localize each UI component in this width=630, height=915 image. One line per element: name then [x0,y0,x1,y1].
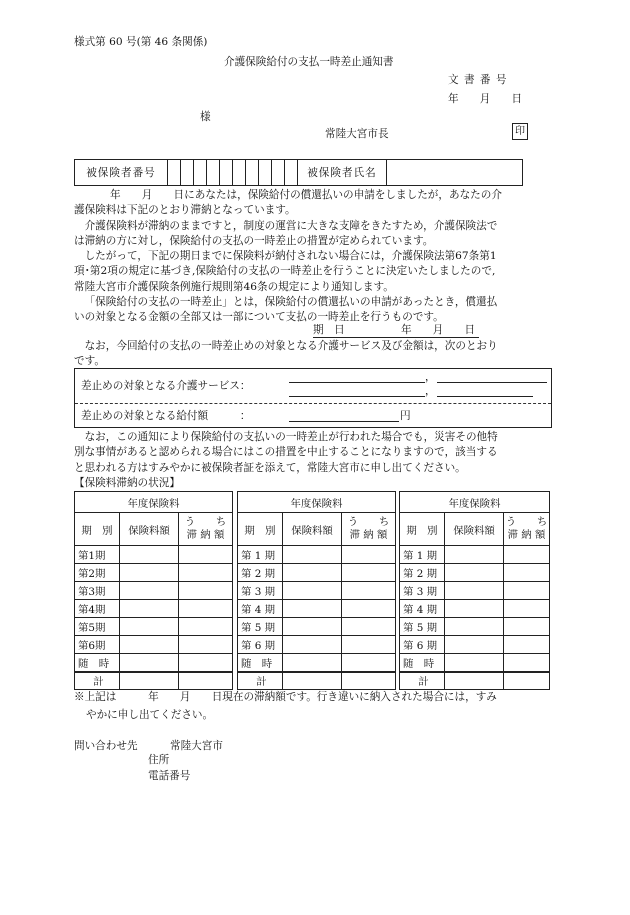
arrears-amount-cell[interactable] [342,582,396,600]
insured-number-digit[interactable] [168,160,181,186]
period-cell: 第 5 期 [238,618,283,636]
footnote-line-1: ※上記は 年 月 日現在の滞納額です。行き違いに納入された場合には，すみ [74,691,497,703]
arrears-amount-cell[interactable] [179,600,233,618]
table-row [400,564,550,582]
premium-amount-cell[interactable] [283,564,342,582]
dashed-divider [75,403,551,404]
period-cell: 第 2 期 [238,564,283,582]
period-cell: 随 時 [238,654,283,672]
premium-amount-cell[interactable] [120,636,179,654]
period-cell: 第 4 期 [400,600,445,618]
table-row [75,600,233,618]
period-cell: 第4期 [75,600,120,618]
arrears-amount-cell[interactable] [179,636,233,654]
arrears-amount-cell[interactable] [342,672,396,690]
period-cell: 第1期 [75,546,120,564]
form-number: 様式第 60 号(第 46 条関係) [74,36,208,48]
contact-org: 常陸大宮市 [170,740,223,752]
table-row [400,618,550,636]
premium-amount-cell[interactable] [445,582,504,600]
insured-number-digit[interactable] [181,160,194,186]
arrears-amount-cell[interactable] [342,618,396,636]
premium-amount-cell[interactable] [283,582,342,600]
amount-unit: 円 [400,410,411,422]
arrears-amount-cell[interactable] [504,618,550,636]
premium-amount-header: 保険料額 [283,513,342,546]
insured-info-table [74,159,523,186]
period-cell: 随 時 [75,654,120,672]
table-row [400,636,550,654]
period-cell: 随 時 [400,654,445,672]
period-cell: 第2期 [75,564,120,582]
insured-number-digit[interactable] [272,160,285,186]
premium-amount-cell[interactable] [445,600,504,618]
table-row [238,672,396,690]
contact-label: 問い合わせ先 [74,740,138,752]
arrears-amount-header: う ち 滞 納 額 [342,513,396,546]
table-row [238,636,396,654]
service-input-2[interactable] [437,372,547,383]
arrears-table [399,491,550,690]
arrears-amount-cell[interactable] [342,654,396,672]
table-row [75,672,233,690]
arrears-table [74,491,233,690]
arrears-amount-cell[interactable] [504,600,550,618]
premium-amount-header: 保険料額 [120,513,179,546]
arrears-heading: 【保険料滞納の状況】 [74,477,180,489]
table-row [400,672,550,690]
period-cell: 計 [238,672,283,690]
service-input-3[interactable] [289,386,425,397]
premium-amount-cell[interactable] [283,654,342,672]
premium-amount-cell[interactable] [120,600,179,618]
arrears-amount-cell[interactable] [179,654,233,672]
arrears-amount-cell[interactable] [504,636,550,654]
period-cell: 第 1 期 [238,546,283,564]
table-row [238,582,396,600]
premium-amount-cell[interactable] [445,546,504,564]
addressee-suffix: 様 [200,111,211,123]
table-row [400,654,550,672]
sender-name: 常陸大宮市長 [325,128,389,140]
arrears-amount-header: う ち 滞 納 額 [504,513,550,546]
premium-amount-cell[interactable] [283,618,342,636]
arrears-amount-cell[interactable] [179,564,233,582]
premium-amount-cell[interactable] [283,600,342,618]
insured-number-digit[interactable] [233,160,246,186]
premium-amount-cell[interactable] [445,654,504,672]
arrears-amount-cell[interactable] [342,564,396,582]
table-row [75,654,233,672]
arrears-amount-cell[interactable] [342,636,396,654]
contact-address-label: 住所 [148,754,170,766]
seal-mark: 印 [512,123,528,140]
premium-amount-cell[interactable] [120,618,179,636]
premium-amount-cell[interactable] [120,582,179,600]
arrears-amount-cell[interactable] [179,672,233,690]
document-title: 介護保険給付の支払一時差止通知書 [224,56,394,68]
amount-label: 差止めの対象となる給付額 ： [81,410,251,422]
period-cell: 第 3 期 [238,582,283,600]
table-row [75,636,233,654]
table-row [75,582,233,600]
arrears-table [237,491,396,690]
table-row [75,564,233,582]
premium-amount-cell[interactable] [283,546,342,564]
arrears-amount-cell[interactable] [179,618,233,636]
period-header: 期 別 [75,513,120,546]
footnote-line-2: やかに申し出てください。 [86,709,214,721]
arrears-amount-cell[interactable] [179,582,233,600]
paragraph-exception: なお，この通知により保険給付の支払いの一時差止が行われた場合でも，災害その他特 別な事情があると認められる場合にはこの措置を中止することになりますので，該当する と思われる方はすみやかに被保険者証を添えて，常陸大宮市に申し出てください。 [74,431,498,474]
table-row [238,546,396,564]
table-row [238,654,396,672]
insured-number-digit[interactable] [285,160,298,186]
arrears-amount-cell[interactable] [179,546,233,564]
deadline-date: 年 月 日 [401,324,476,336]
premium-amount-cell[interactable] [445,672,504,690]
insured-number-digit[interactable] [207,160,220,186]
period-cell: 第 4 期 [238,600,283,618]
premium-amount-cell[interactable] [120,546,179,564]
arrears-amount-cell[interactable] [342,600,396,618]
paragraph-application: 年 月 日にあなたは，保険給付の償還払いの申請をしましたが，あなたの介 護保険料は下記のとおり滞納となっています。 介護保険料が滞納のままですと，制度の運営に大きな支障をきたすため，介護保険法で は滞納の方に対し，保険給付の支払の一時差止の措置が定められています。 したがって，下記の期日までに保険料が納付されない場合には，介護保険法第67条第1 項･第2項の規定に基づき,保険給付の支払の一時差止を行うことに決定いたしましたので, 常陸大宮市介護保険条例施行規則第46条の規定により通知します。 「保険給付の支払の一時差止」とは，保険給付の償還払いの申請があったとき，償還払 いの対象となる金額の全部又は一部について支払の一時差止を行うものです。 [74,189,502,324]
year-premium-header: 年度保険料 [238,492,396,513]
premium-amount-cell[interactable] [120,672,179,690]
insured-name-label: 被保険者氏名 [298,160,387,186]
table-row [238,618,396,636]
premium-amount-cell[interactable] [283,672,342,690]
insured-number-label: 被保険者番号 [75,160,168,186]
issue-date-label: 年 月 日 [448,93,523,105]
period-header: 期 別 [400,513,445,546]
period-header: 期 別 [238,513,283,546]
premium-amount-cell[interactable] [120,654,179,672]
premium-amount-cell[interactable] [120,564,179,582]
arrears-amount-cell[interactable] [504,564,550,582]
period-cell: 第6期 [75,636,120,654]
insured-number-digit[interactable] [220,160,233,186]
contact-phone-label: 電話番号 [148,770,191,782]
deadline-line [313,324,479,338]
insured-name-field[interactable] [387,160,523,186]
year-premium-header: 年度保険料 [400,492,550,513]
table-row [238,600,396,618]
period-cell: 第5期 [75,618,120,636]
service-label: 差止めの対象となる介護サービス： [81,380,251,392]
suspension-target-box: 差止めの対象となる介護サービス： ， ， 差止めの対象となる給付額 ： 円 [74,368,552,428]
premium-amount-cell[interactable] [283,636,342,654]
period-cell: 第 1 期 [400,546,445,564]
table-row [75,618,233,636]
paragraph-target: なお，今回給付の支払の一時差止めの対象となる介護サービス及び金額は，次のとおり です。 [74,340,498,368]
premium-amount-cell[interactable] [445,636,504,654]
table-row [75,546,233,564]
period-cell: 計 [75,672,120,690]
premium-amount-header: 保険料額 [445,513,504,546]
premium-amount-cell[interactable] [445,618,504,636]
arrears-amount-cell[interactable] [504,654,550,672]
arrears-amount-cell[interactable] [504,546,550,564]
insured-number-digit[interactable] [259,160,272,186]
table-row [238,564,396,582]
insured-number-digit[interactable] [194,160,207,186]
period-cell: 第 6 期 [400,636,445,654]
arrears-amount-cell[interactable] [504,672,550,690]
service-input-4[interactable] [437,386,533,397]
amount-input[interactable] [289,409,399,422]
insured-number-digit[interactable] [246,160,259,186]
premium-amount-cell[interactable] [445,564,504,582]
deadline-label: 期 日 [313,324,345,336]
document-number-label: 文 書 番 号 [448,74,508,86]
period-cell: 第 6 期 [238,636,283,654]
arrears-amount-header: う ち 滞 納 額 [179,513,233,546]
period-cell: 第3期 [75,582,120,600]
period-cell: 第 3 期 [400,582,445,600]
period-cell: 計 [400,672,445,690]
table-row [400,600,550,618]
period-cell: 第 5 期 [400,618,445,636]
table-row [400,546,550,564]
period-cell: 第 2 期 [400,564,445,582]
arrears-amount-cell[interactable] [504,582,550,600]
year-premium-header: 年度保険料 [75,492,233,513]
table-row [400,582,550,600]
service-input-1[interactable] [289,372,425,383]
arrears-amount-cell[interactable] [342,546,396,564]
